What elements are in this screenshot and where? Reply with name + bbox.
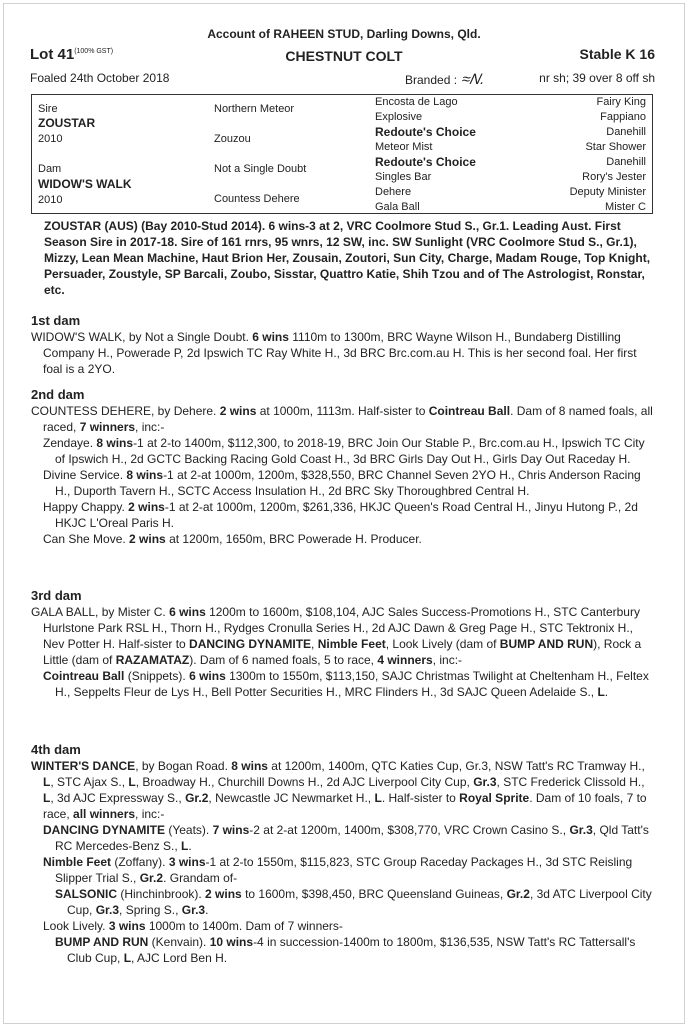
sire-year: 2010 (38, 133, 63, 145)
third-dam-heading: 3rd dam (31, 588, 82, 603)
list-item: Nimble Feet (Zoffany). 3 wins-1 at 2-to 1550m, $115,823, STC Group Raceday Packages H., 3d STC Reisling Slipper Trial S., Gr.2. Grandam of- (43, 855, 633, 885)
lot-gst-note: (100% GST) (74, 48, 114, 55)
brand-mark-icon: ≈N. (460, 71, 488, 88)
list-item: Divine Service. 8 wins-1 at 2-at 1000m, 1200m, $328,550, BRC Channel Seven 2YO H., Chris Anderson Racing H., Duporth Tavern H., SCTC Access Insulation H., 2d BRC Sky Thoroughbred Central H. (43, 468, 641, 498)
fourth-dam-heading: 4th dam (31, 742, 81, 757)
ancestor-g3-4: Meteor Mist (375, 141, 433, 153)
ancestor-g3-6: Singles Bar (375, 171, 432, 183)
dam-label: Dam (38, 163, 62, 175)
pedigree-table (31, 94, 653, 214)
list-item: DANCING DYNAMITE (Yeats). 7 wins-2 at 2-at 1200m, 1400m, $308,770, VRC Crown Casino S., Gr.3, Qld Tatt's RC Mercedes-Benz S., L. (43, 823, 649, 853)
ancestor-g4-3: Danehill (606, 126, 646, 138)
ancestor-g4-7: Deputy Minister (569, 186, 646, 198)
grandsire-1: Northern Meteor (214, 103, 295, 115)
list-item: Zendaye. 8 wins-1 at 2-to 1400m, $112,300, to 2018-19, BRC Join Our Stable P., Brc.com.au H., Ipswich TC City of Ipswich H., 2d GCTC Backing Racing Gold Coast H., 3d BRC Girls Day Out H., Girls Day Out Raceday H. (43, 436, 645, 466)
page-title: CHESTNUT COLT (285, 48, 403, 64)
first-dam-section (31, 313, 657, 377)
sire-summary: ZOUSTAR (AUS) (Bay 2010-Stud 2014). 6 wins-3 at 2, VRC Coolmore Stud S., Gr.1. Leading Aust. First Season Sire in 2017-18. Sire of 161 rnrs, 95 wnrs, 12 SW, inc. SW Sunlight (VRC Coolmore Stud S., Gr.1), Mizzy, Lean Mean Machine, Haut Brion Her, Zousain, Zoutori, Sun City, Charge, Madam Rouge, Top Knight, Persuader, Zoustyle, SP Barcali, Zoubo, Sisstar, Quattro Katie, Shih Tzou and of The Astrologist, Ronstar, etc. (44, 219, 651, 297)
branded (405, 71, 486, 88)
ancestor-g4-2: Fappiano (600, 111, 646, 123)
branded-label: Branded : (405, 73, 458, 87)
ancestor-g4-5: Danehill (606, 156, 646, 168)
ancestor-g3-3: Redoute's Choice (375, 125, 476, 139)
sire-label: Sire (38, 103, 58, 115)
ancestor-g4-4: Star Shower (585, 141, 646, 153)
dam-name: WIDOW'S WALK (38, 177, 132, 191)
list-item: SALSONIC (Hinchinbrook). 2 wins to 1600m, $398,450, BRC Queensland Guineas, Gr.2, 3d ATC Liverpool City Cup, Gr.3, Spring S., Gr.3. (55, 887, 652, 917)
dam-year: 2010 (38, 194, 63, 206)
grandsire-2: Not a Single Doubt (214, 163, 307, 175)
second-dam-text: COUNTESS DEHERE, by Dehere. 2 wins at 1000m, 1113m. Half-sister to Cointreau Ball. Dam of 8 named foals, all raced, 7 winners, inc:- (31, 404, 653, 434)
ancestor-g3-2: Explosive (375, 111, 423, 123)
list-item: BUMP AND RUN (Kenvain). 10 wins-4 in succession-1400m to 1800m, $136,535, NSW Tatt's RC Tattersall's Club Cup, L, AJC Lord Ben H. (55, 935, 636, 965)
ancestor-g3-8: Gala Ball (375, 201, 420, 213)
ancestor-g3-5: Redoute's Choice (375, 155, 476, 169)
ancestor-g3-7: Dehere (375, 186, 412, 198)
ancestor-g3-1: Encosta de Lago (375, 96, 458, 108)
foaled-date: Foaled 24th October 2018 (30, 71, 170, 85)
ancestor-g4-6: Rory's Jester (582, 171, 646, 183)
brand-note: nr sh; 39 over 8 off sh (539, 71, 655, 85)
first-dam-heading: 1st dam (31, 313, 81, 328)
sire-name: ZOUSTAR (38, 116, 96, 130)
granddam-2: Countess Dehere (214, 193, 300, 205)
list-item: Can She Move. 2 wins at 1200m, 1650m, BRC Powerade H. Producer. (43, 532, 422, 546)
fourth-dam-section (31, 742, 657, 966)
second-dam-heading: 2nd dam (31, 387, 85, 402)
granddam-1: Zouzou (214, 133, 251, 145)
lot-label: Lot 41 (30, 46, 75, 63)
second-dam-section (31, 387, 657, 547)
list-item: Cointreau Ball (Snippets). 6 wins 1300m to 1550m, $113,150, SAJC Christmas Twilight at Cheltenham H., Feltex H., Seppelts Fleur de Lys H., Bell Potter Securities H., MRC Flinders H., 3d SAJC Queen Adelaide S., L. (43, 669, 649, 699)
list-item: Happy Chappy. 2 wins-1 at 2-at 1000m, 1200m, $261,336, HKJC Queen's Road Central H., Jinyu Hutong P., 2d HKJC L'Oreal Paris H. (43, 500, 638, 530)
stable-number: Stable K 16 (579, 46, 655, 62)
account-line: Account of RAHEEN STUD, Darling Downs, Qld. (207, 27, 481, 41)
ancestor-g4-8: Mister C (605, 201, 646, 213)
ancestor-g4-1: Fairy King (596, 96, 646, 108)
third-dam-section (31, 588, 657, 700)
third-dam-text: GALA BALL, by Mister C. 6 wins 1200m to 1600m, $108,104, AJC Sales Success-Promotions H., STC Canterbury Hurlstone Park RSL H., Thorn H., Rydges Cronulla Series H., 2d AJC Dawn & Greg Page H., STC Tektronix H., Nev Potter H. Half-sister to DANCING DYNAMITE, Nimble Feet, Look Lively (dam of BUMP AND RUN), Rock a Little (dam of RAZAMATAZ). Dam of 6 named foals, 5 to race, 4 winners, inc:- (31, 605, 642, 667)
first-dam-text: WIDOW'S WALK, by Not a Single Doubt. 6 wins 1110m to 1300m, BRC Wayne Wilson H., Bundaberg Distilling Company H., Powerade P, 2d Ipswich TC Ray White H., 3d BRC Brc.com.au H. This is her second foal. Her first foal is a 2YO. (31, 330, 637, 376)
list-item: Look Lively. 3 wins 1000m to 1400m. Dam of 7 winners- (43, 919, 343, 933)
fourth-dam-text: WINTER'S DANCE, by Bogan Road. 8 wins at 1200m, 1400m, QTC Katies Cup, Gr.3, NSW Tatt's RC Tramway H., L, STC Ajax S., L, Broadway H., Churchill Downs H., 2d AJC Liverpool City Cup, Gr.3, STC Frederick Clissold H., L, 3d AJC Expressway S., Gr.2, Newcastle JC Newmarket H., L. Half-sister to Royal Sprite. Dam of 10 foals, 7 to race, all winners, inc:- (31, 759, 647, 821)
